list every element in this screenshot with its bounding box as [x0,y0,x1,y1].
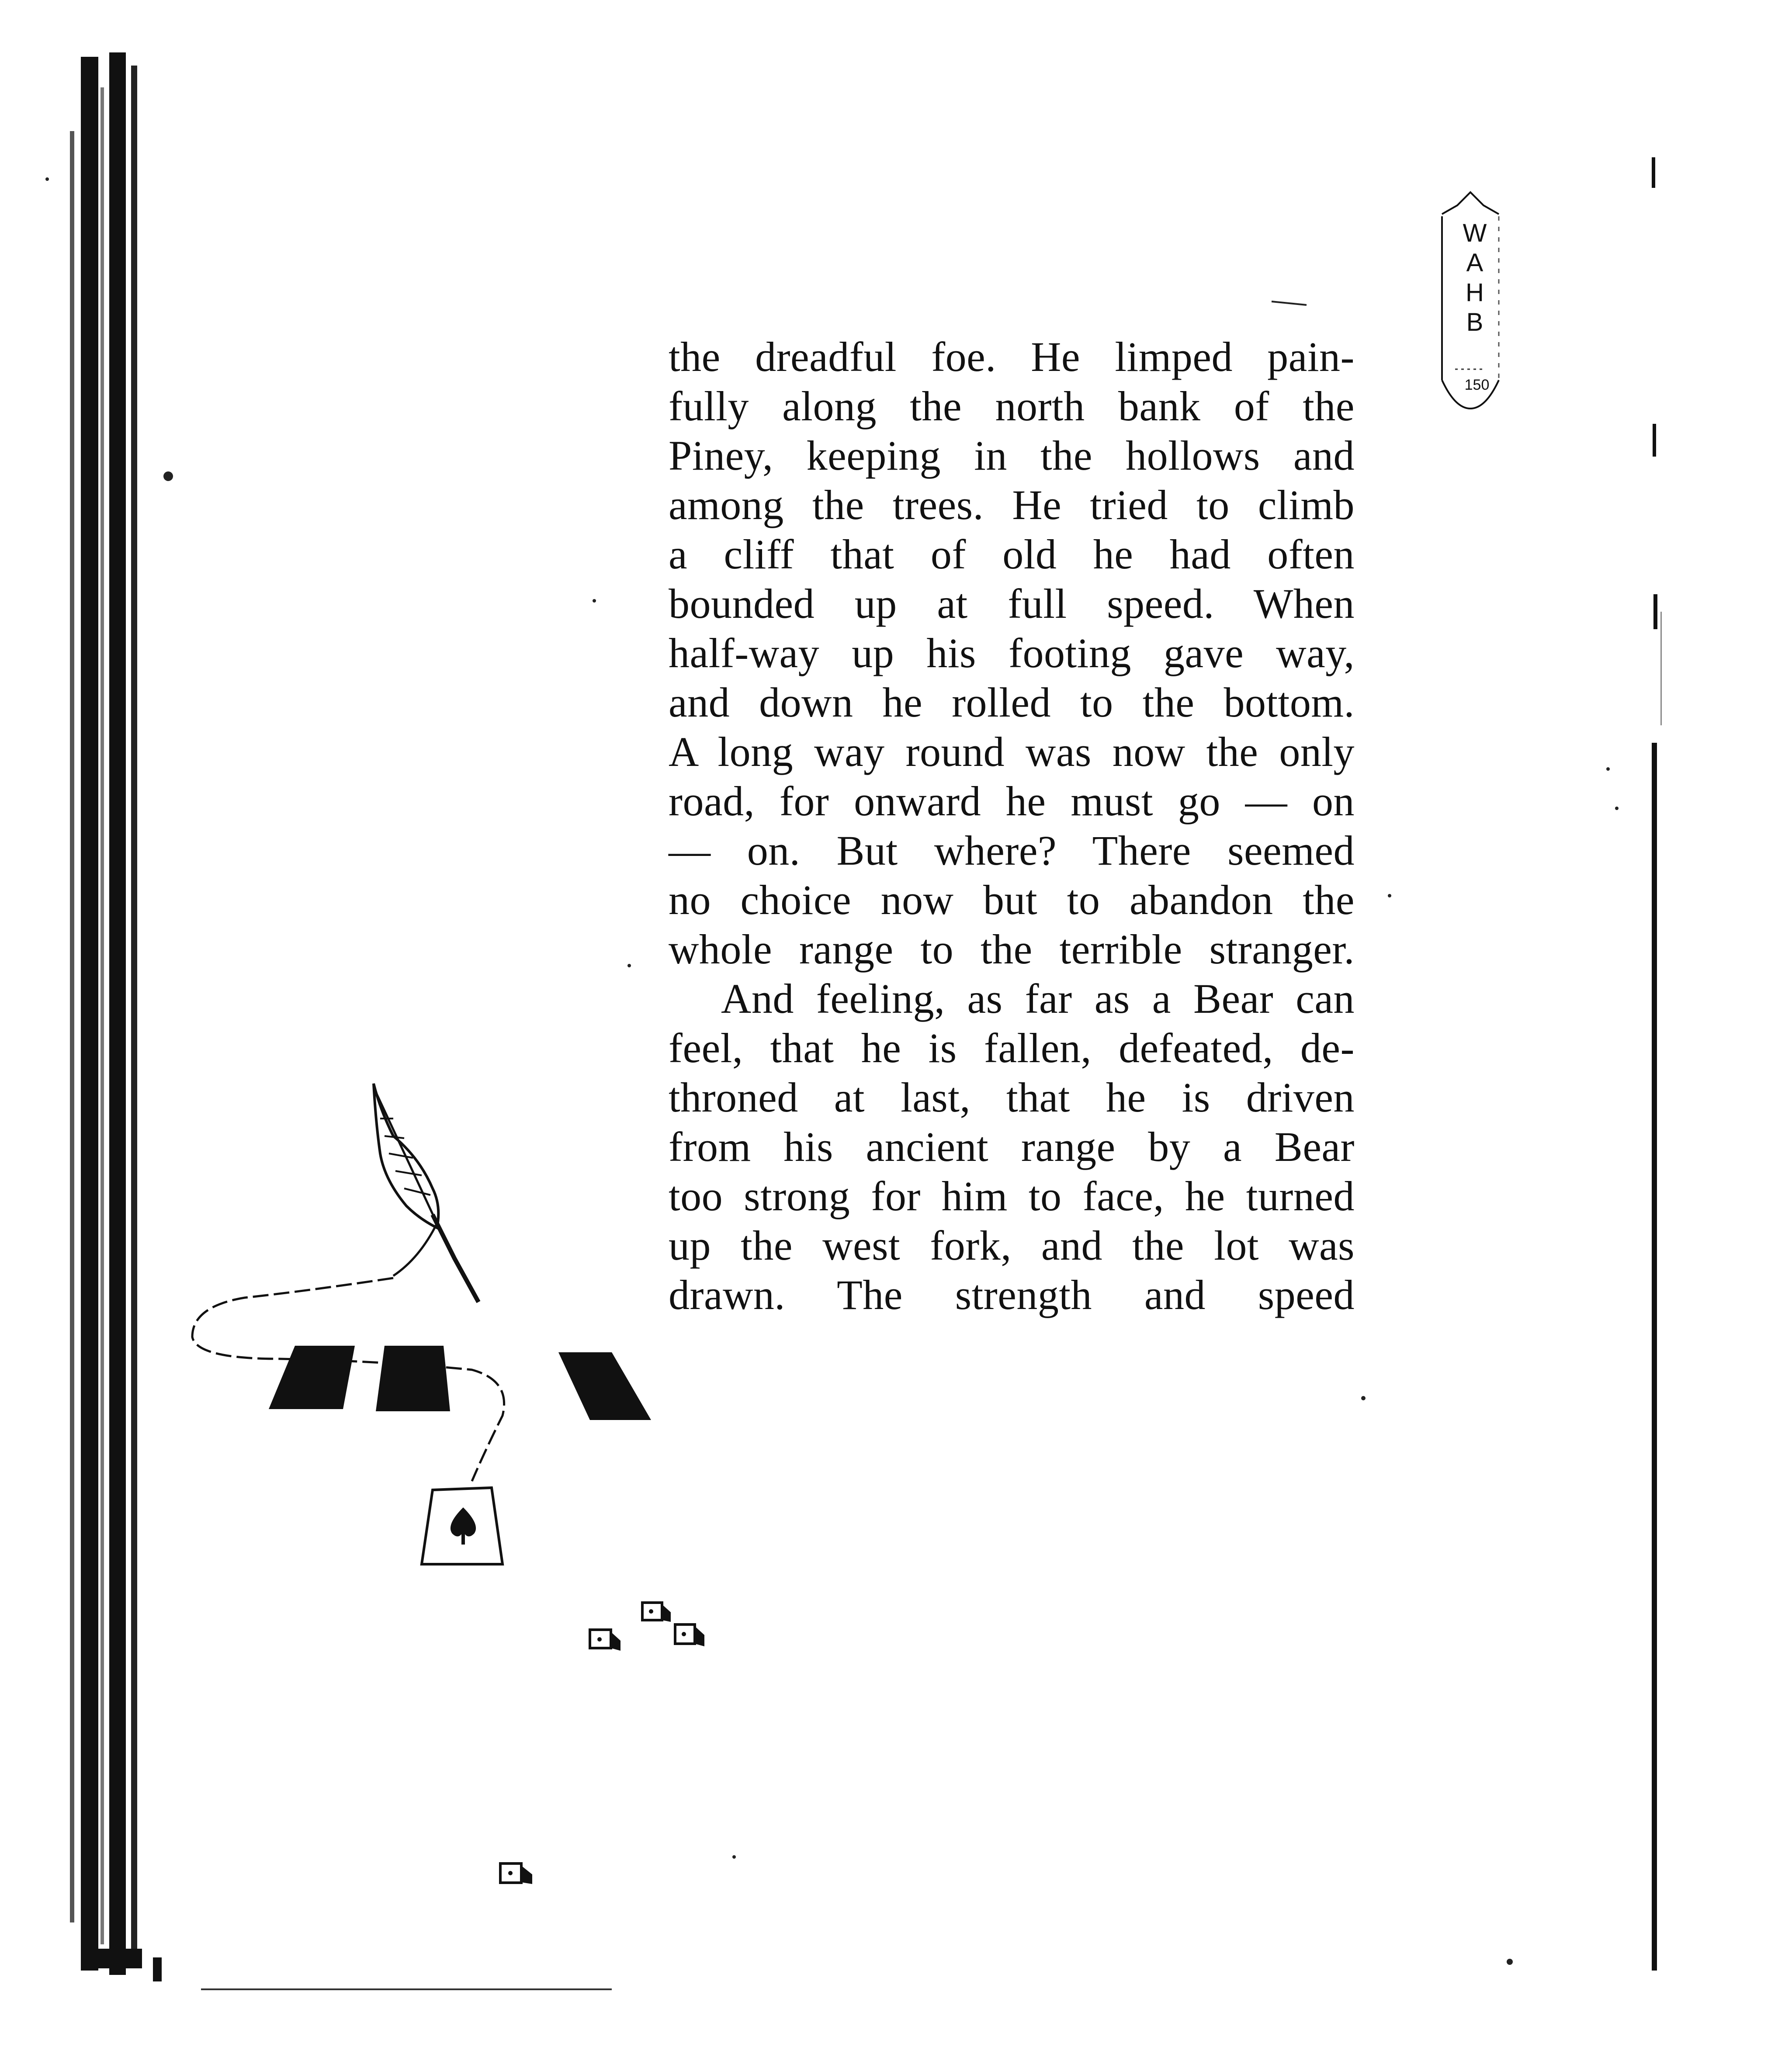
text-line: half-way up his footing gave way, [669,630,1355,676]
card-icon [269,1346,651,1420]
text-line: throned at last, that he is driven [669,1074,1355,1121]
side-marker-letter: A [1466,249,1484,277]
page-number: 150 [1464,377,1490,393]
text-line: too strong for him to face, he turned [669,1173,1355,1219]
text-line: from his ancient range by a Bear [669,1123,1355,1170]
spade-card-icon [422,1488,503,1564]
body-text [669,332,1355,1320]
paragraph [669,332,1355,974]
leaf-icon [374,1084,478,1302]
text-line: the dreadful foe. He limped pain- [669,333,1355,380]
text-line: bounded up at full speed. When [669,580,1355,627]
text-line: and down he rolled to the bottom. [669,679,1355,726]
text-line: A long way round was now the only [669,728,1355,775]
text-line: among the trees. He tried to climb [669,481,1355,528]
side-marker-letter: H [1466,278,1484,307]
side-marker-letter: B [1466,308,1484,336]
binding-edge-right [1652,157,1662,1971]
text-line: up the west fork, and the lot was [669,1222,1355,1269]
binding-edge-left [70,52,162,1981]
text-line: whole range to the terrible stranger. [669,926,1355,973]
text-line: drawn. The strength and speed [669,1271,1355,1318]
text-line: road, for onward he must go — on [669,778,1355,824]
die-icon [500,1603,704,1884]
text-line: Piney, keeping in the hollows and [669,432,1355,479]
text-line: And feeling, as far as a Bear can [721,975,1355,1022]
text-line: — on. But where? There seemed [669,827,1355,874]
side-marker-letter: W [1463,219,1487,247]
top-dash [1272,301,1307,305]
side-marker [1459,218,1490,337]
text-line: a cliff that of old he had often [669,531,1355,578]
text-line: no choice now but to abandon the [669,876,1355,923]
paragraph [669,974,1355,1320]
text-line: feel, that he is fallen, defeated, de- [669,1025,1355,1071]
text-line: fully along the north bank of the [669,383,1355,429]
